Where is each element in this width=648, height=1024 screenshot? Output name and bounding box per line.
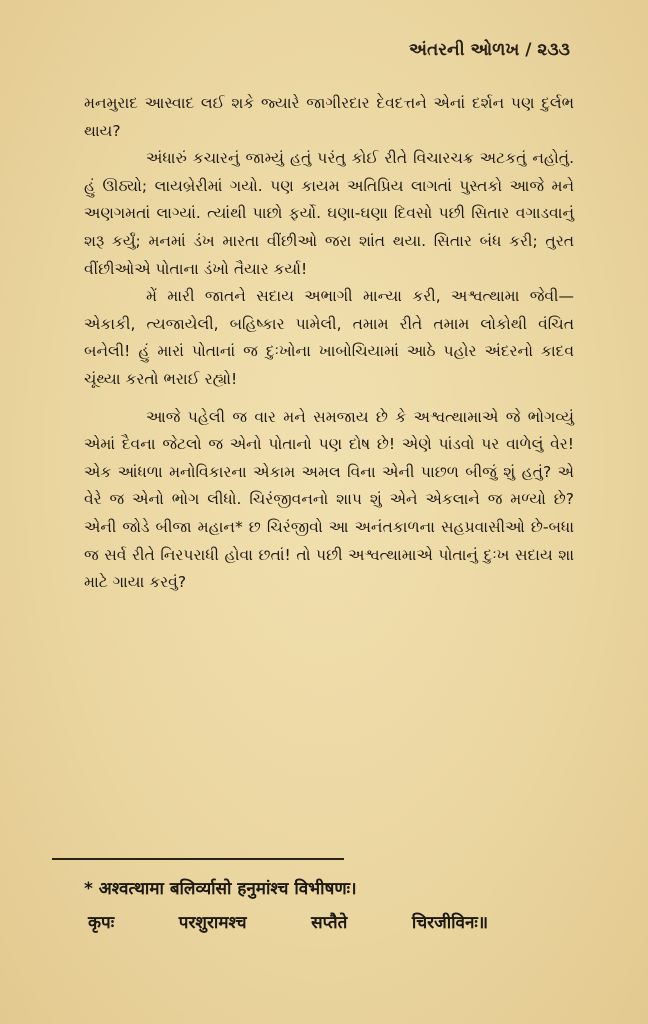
body-text [84, 90, 574, 597]
paragraph: આજે પહેલી જ વાર મને સમજાય છે કે અશ્વત્થામાએ જે ભોગવ્યું એમાં દૈવના જેટલો જ એનો પોતાનો પણ દોષ છે! એણે પાંડવો પર વાળેલું વેર! એક આંધળા મનોવિકારના એકામ અમલ વિના એની પાછળ બીજું શું હતું? એ વેરે જ એનો ભોગ લીધો. ચિરંજીવનનો શાપ શું એને એકલાને જ મળ્યો છે? એની જોડે બીજા મહાન* છ ચિરંજીવો આ અનંતકાળના સહપ્રવાસીઓ છે-બધા જ સર્વ રીતે નિરપરાધી હોવા છતાં! તો પછી અશ્વત્થામાએ પોતાનું દુઃખ સદાય શા માટે ગાયા કરવું? [84, 407, 574, 592]
footnote-divider [52, 858, 344, 860]
paragraph: મેં મારી જાતને સદાય અભાગી માન્યા કરી, અશ્વત્થામા જેવી—એકાકી, ત્યજાયેલી, બહિષ્કાર પામેલી, તમામ રીતે તમામ લોકોથી વંચિત બનેલી! હું મારાં પોતાનાં જ દુઃખોના ખાબોચિયામાં આઠે પહોર અંદરનો કાદવ ચૂંથ્યા કરતો ભરાઈ રહ્યો! [84, 287, 574, 388]
running-head: અંતરની ઓળખ / ૨૩૩ [409, 40, 570, 60]
footnote-line-1: * अश्वत्थामा बलिर्व्यासो हनुमांश्च विभीषणः। [84, 879, 357, 899]
paragraph-continued: મનમુરાદ આસ્વાદ લઈ શકે જ્યારે જાગીરદાર દેવદત્તને એનાં દર્શન પણ દુર્લભ થાય? [84, 94, 574, 140]
paragraph: અંધારું કચારનું જામ્યું હતું પરંતુ કોઈ રીતે વિચારચક્ર અટકતું નહોતું. હું ઊઠ્યો; લાયબ્રેરીમાં ગયો. પણ કાયમ અતિપ્રિય લાગતાં પુસ્તકો આજે મને અણગમતાં લાગ્યાં. ત્યાંથી પાછો ફર્યો. ઘણા-ઘણા દિવસો પછી સિતાર વગાડવાનું શરૂ કર્યું; મનમાં ડંખ મારતા વીંછીઓ જરા શાંત થયા. સિતાર બંધ કરી; તુરત વીંછીઓએ પોતાના ડંખો તૈયાર કર્યા! [84, 149, 574, 278]
footnote-line-2: कृपः परशुरामश्च सप्तैते चिरजीविनः॥ [88, 913, 488, 933]
footnote-shloka [84, 872, 574, 940]
